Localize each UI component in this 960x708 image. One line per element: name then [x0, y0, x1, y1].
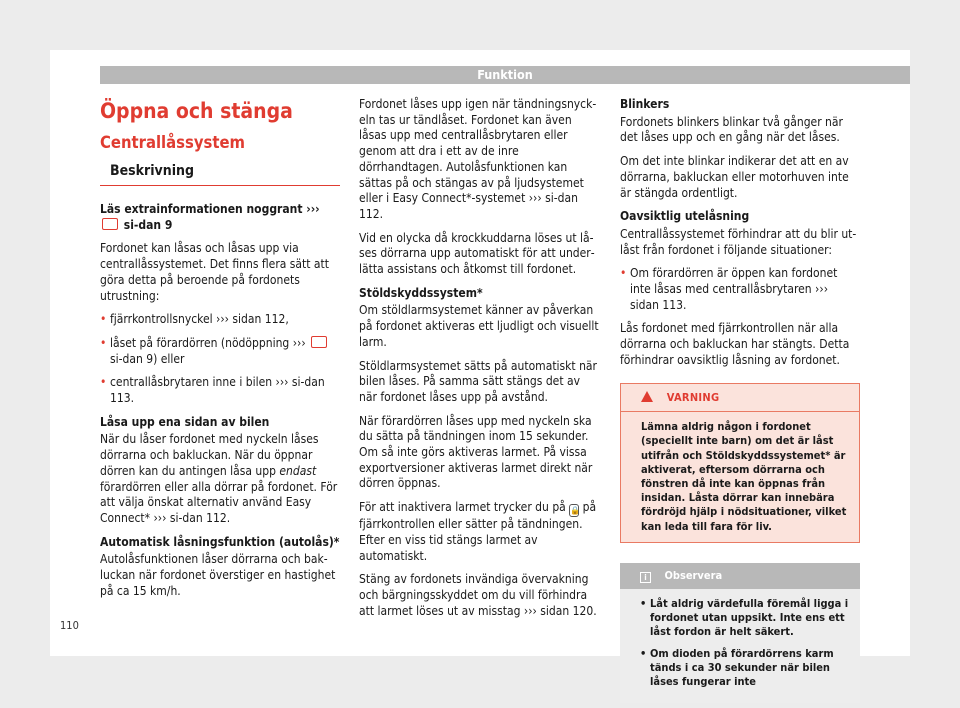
paragraph: Fordonets blinkers blinkar två gånger när det låses upp och en gång när det låses.	[620, 114, 843, 145]
section-header-title: Funktion	[477, 67, 533, 82]
intro-paragraph: Fordonet kan låsas och låsas upp via centrallåssystemet. Det finns flera sätt att göra detta på beroende på fordonets utrustning:	[100, 241, 329, 303]
book-icon	[102, 218, 118, 230]
paragraph: Vid en olycka då krockkuddarna löses ut låses dörrarna upp automatiskt för att underlätta assistans och åtkomst till fordonet.	[359, 230, 595, 277]
info-icon: i	[640, 572, 651, 583]
heading-theft-protection: Stöldskyddssystem*	[359, 285, 483, 300]
one-side-paragraph: När du låser fordonet med nyckeln låses dörrarna och bakluckan. När du öppnar dörren kan du antingen låsa upp endast förardörren eller alla dörrar på fordonet. För att välja önskat alternativ använd Easy Connect* ››› si-dan 112.	[100, 432, 338, 525]
warning-header: VARNING	[621, 384, 859, 413]
section-title: Centrallåssystem	[100, 133, 245, 152]
warning-text: Lämna aldrig någon i fordonet (speciellt inte barn) om det är låst utifrån och Stöldskyddssystemet* är aktiverat, eftersom dörrarna och fönstren då inte kan öppnas från insidan. Låsta dörrar kan innebära fördröjd hjälp i nödsituationer, vilket kan leda till fara för liv.	[641, 420, 847, 533]
warning-triangle-icon	[641, 391, 653, 402]
note-body	[620, 589, 860, 703]
page-number: 110	[60, 619, 79, 632]
heading-one-side: Låsa upp ena sidan av bilen	[100, 414, 270, 429]
list-item: • Om förardörren är öppen kan fordonet inte låsas med centrallåsbrytaren ››› sidan 113.	[620, 266, 860, 313]
paragraph: Fordonet låses upp igen när tändningsnyckeln tas ur tändlåset. Fordonet kan även låsas upp med centrallåsbrytaren eller genom att dra i ett av de inre dörrhandtagen. Autolåsfunktionen kan sättas på och stängas av på ljudsystemet eller i Easy Connect*-systemet ››› si-dan 112.	[359, 97, 597, 221]
autolock-paragraph: Autolåsfunktionen låser dörrarna och bakluckan när fordonet överstiger en hastighet på ca 15 km/h.	[100, 552, 336, 598]
list-item: • fjärrkontrollsnyckel ››› sidan 112,	[100, 312, 340, 328]
paragraph: Lås fordonet med fjärrkontrollen när alla dörrarna och bakluckan har stängts. Detta förhindrar oavsiktlig låsning av fordonet.	[620, 321, 850, 367]
heading-autolock: Automatisk låsningsfunktion (autolås)*	[100, 534, 340, 549]
column-left	[100, 97, 340, 607]
paragraph: Om stöldlarmsystemet känner av påverkan på fordonet aktiveras ett ljudligt och visuellt larm.	[359, 303, 599, 349]
paragraph: För att inaktivera larmet trycker du på 🔒 på fjärrkontrollen eller sätter på tändningen. Efter en viss tid stängs larmet av automatiskt.	[359, 500, 597, 563]
book-icon	[311, 336, 327, 348]
key-lock-icon: 🔒	[570, 506, 581, 516]
warning-box	[620, 383, 860, 543]
heading-accidental-lockout: Oavsiktlig utelåsning	[620, 209, 750, 224]
extra-info-note: Läs extrainformationen noggrant ››› si-dan 9	[100, 202, 320, 232]
page-title: Öppna och stänga	[100, 99, 293, 123]
note-box	[620, 563, 860, 703]
paragraph: Centrallåssystemet förhindrar att du blir utlåst från fordonet i följande situationer:	[620, 226, 857, 257]
list-item: • centrallåsbrytaren inne i bilen ››› si-dan 113.	[100, 375, 340, 406]
note-header: i Observera	[620, 563, 860, 589]
list-item: • låset på förardörren (nödöppning ››› si-dan 9) eller	[100, 336, 340, 367]
manual-page	[50, 50, 910, 688]
list-item: • Om dioden på förardörrens karm tänds i ca 30 sekunder när bilen låses fungerar inte	[640, 647, 850, 689]
paragraph: När förardörren låses upp med nyckeln ska du sätta på tändningen inom 15 sekunder. Om så inte görs aktiveras larmet. På vissa exportversioner aktiveras larmet direkt när dörren öppnas.	[359, 413, 593, 491]
section-header-bar	[100, 66, 910, 84]
heading-blinkers: Blinkers	[620, 97, 670, 111]
list-item: • Låt aldrig värdefulla föremål ligga i fordonet utan uppsikt. Inte ens ett låst fordon är helt säkert.	[640, 597, 850, 639]
column-right	[620, 97, 860, 703]
column-middle	[359, 97, 600, 627]
paragraph: Stöldlarmsystemet sätts på automatiskt när bilen låses. På samma sätt stängs det av när fordonet låses upp på avstånd.	[359, 358, 597, 404]
paragraph: Om det inte blinkar indikerar det att en av dörrarna, bakluckan eller motorhuven inte är stängda ordentligt.	[620, 154, 849, 200]
subsection-title: Beskrivning	[100, 163, 340, 186]
paragraph: Stäng av fordonets invändiga övervakning och bärgningsskyddet om du vill förhindra att larmet löses ut av misstag ››› sidan 120.	[359, 572, 597, 618]
